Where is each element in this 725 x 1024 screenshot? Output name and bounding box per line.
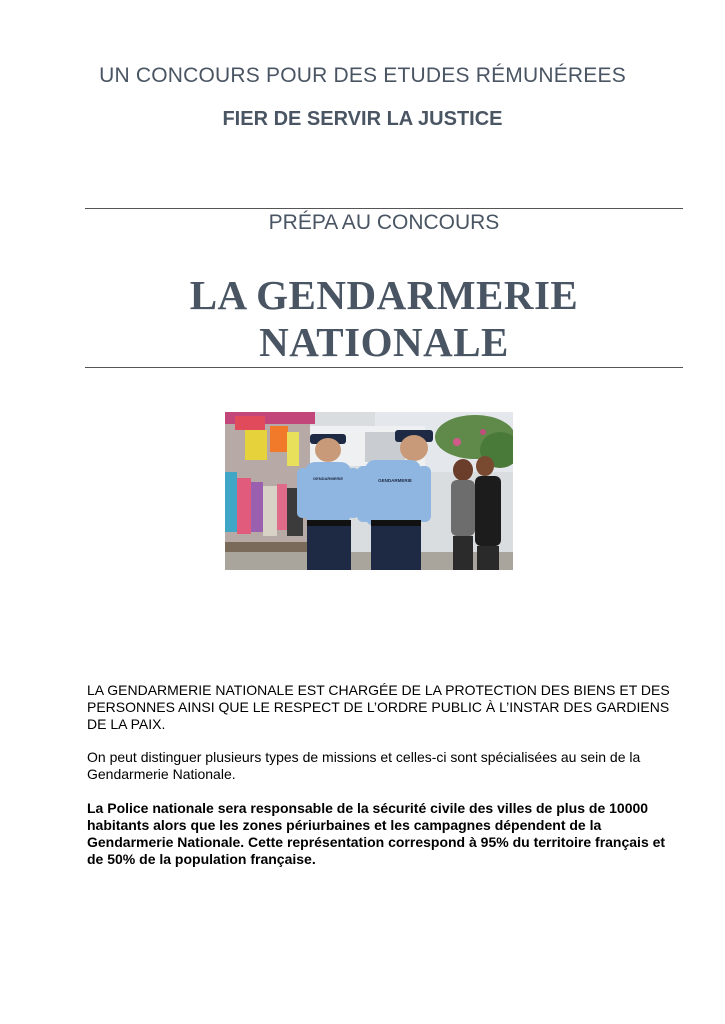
vest-text-2: GENDARMERIE [378, 478, 412, 483]
title-line-2: NATIONALE [259, 319, 509, 365]
section-kicker: PRÉPA AU CONCOURS [268, 211, 500, 234]
header-tagline: UN CONCOURS POUR DES ETUDES RÉMUNÉREES [99, 64, 626, 87]
body-paragraph-3: La Police nationale sera responsable de la sécurité civile des villes de plus de 10000 habitants alors que les zones périurbaines et les campagnes dépendent de la Gendarmerie Nationale. Cette représentation correspond à 95% du territoire français et de 50% de la population française. [87, 800, 666, 867]
bottom-divider [85, 367, 683, 368]
body-paragraph-1: LA GENDARMERIE NATIONALE EST CHARGÉE DE LA PROTECTION DES BIENS ET DES PERSONNES AINSI QUE LE RESPECT DE L’ORDRE PUBLIC À L’INSTAR DES GARDIENS DE LA PAIX. [87, 682, 670, 732]
title-line-1: LA GENDARMERIE [189, 272, 579, 318]
page-title [85, 272, 683, 366]
top-divider [85, 208, 683, 209]
header-subtagline: FIER DE SERVIR LA JUSTICE [222, 108, 503, 130]
gendarmes-photo [225, 412, 513, 570]
vest-text-1: GENDARMERIE [312, 476, 344, 481]
body-paragraph-2: On peut distinguer plusieurs types de missions et celles-ci sont spécialisées au sein de la Gendarmerie Nationale. [87, 749, 641, 782]
